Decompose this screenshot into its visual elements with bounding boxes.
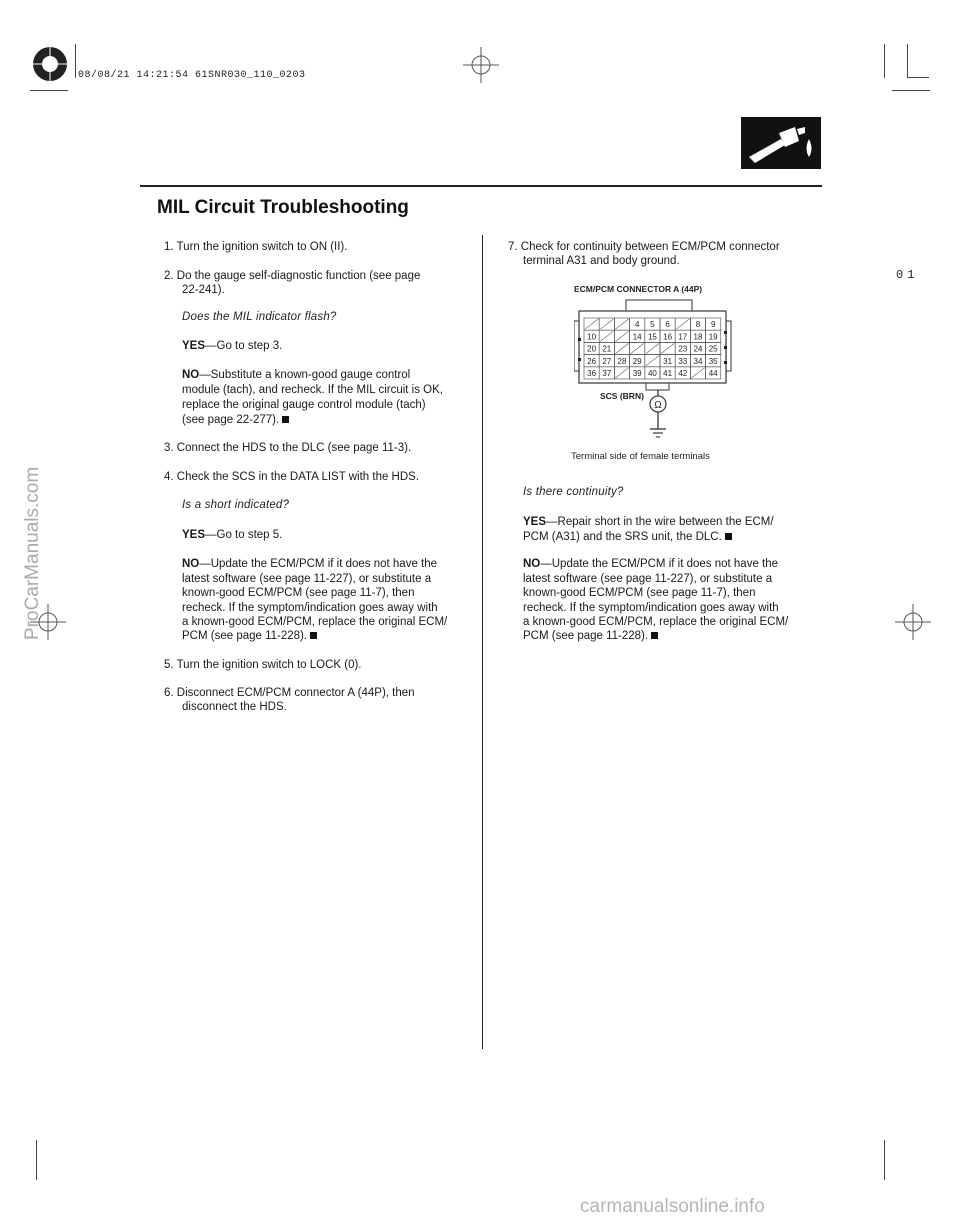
terminal-number: 33 (678, 356, 688, 366)
empty-terminal-mark (585, 319, 598, 329)
terminal-number: 14 (632, 332, 642, 342)
terminal-number: 24 (693, 344, 703, 354)
terminal-number: 18 (693, 332, 703, 342)
terminal-number: 4 (634, 320, 640, 330)
wire-label: SCS (BRN) (600, 391, 644, 401)
step-6-cont: disconnect the HDS. (182, 701, 287, 713)
question-3: Is there continuity? (523, 486, 624, 498)
empty-terminal-mark (631, 343, 644, 353)
end-square-icon (282, 416, 289, 423)
answer-1-no-line: (see page 22-277). (182, 413, 289, 428)
empty-terminal-mark (600, 331, 613, 341)
terminal-number: 10 (587, 332, 597, 342)
terminal-number: 42 (678, 369, 688, 378)
terminal-number: 21 (602, 344, 612, 354)
answer-1-yes: YES—Go to step 3. (182, 340, 283, 352)
step-5: 5. Turn the ignition switch to LOCK (0). (164, 659, 362, 671)
step-6: 6. Disconnect ECM/PCM connector A (44P), then (164, 687, 415, 699)
side-watermark: ProCarManuals.com (22, 466, 43, 640)
answer-3-no-line: latest software (see page 11-227), or substitute a (523, 573, 773, 585)
connector-side-tab (574, 321, 579, 371)
answer-2-no-line: recheck. If the symptom/indication goes away with (182, 602, 438, 614)
empty-terminal-mark (661, 343, 674, 353)
registration-target-icon (30, 44, 70, 84)
side-code: 01 (896, 268, 919, 282)
empty-terminal-mark (691, 368, 704, 378)
terminal-number: 34 (693, 356, 703, 366)
end-square-icon (725, 533, 732, 540)
crosshair-icon (463, 47, 499, 83)
crosshair-icon (895, 604, 931, 640)
ohm-symbol: Ω (654, 400, 662, 411)
terminal-number: 37 (602, 369, 612, 378)
empty-terminal-mark (600, 319, 613, 329)
terminal-number: 40 (647, 369, 657, 378)
step-4: 4. Check the SCS in the DATA LIST with the HDS. (164, 471, 420, 483)
bottom-watermark: carmanualsonline.info (580, 1196, 765, 1217)
end-square-icon (651, 632, 658, 639)
step-1: 1. Turn the ignition switch to ON (II). (164, 241, 348, 253)
answer-1-no-line: module (tach), and recheck. If the MIL circuit is OK, (182, 384, 443, 396)
answer-2-yes: YES—Go to step 5. (182, 529, 283, 541)
terminal-number: 6 (665, 320, 670, 330)
empty-terminal-mark (615, 343, 628, 353)
empty-terminal-mark (615, 331, 628, 341)
terminal-number: 31 (663, 356, 673, 366)
diagram-caption: Terminal side of female terminals (571, 451, 710, 462)
print-stamp: 08/08/21 14:21:54 61SNR030_110_0203 (78, 70, 306, 81)
empty-terminal-mark (646, 356, 659, 366)
terminal-number: 35 (708, 356, 718, 366)
answer-3-no-line: PCM (see page 11-228). (523, 629, 658, 644)
terminal-number: 23 (678, 344, 688, 354)
empty-terminal-mark (676, 319, 689, 329)
answer-1-no: NO—Substitute a known-good gauge control (182, 369, 411, 381)
step-2: 2. Do the gauge self-diagnostic function (see page (164, 270, 421, 282)
empty-terminal-mark (646, 343, 659, 353)
page-title: MIL Circuit Troubleshooting (157, 197, 409, 218)
terminal-number: 19 (708, 332, 718, 342)
empty-terminal-mark (615, 319, 628, 329)
answer-2-no-line: a known-good ECM/PCM, replace the original ECM/ (182, 616, 448, 628)
answer-2-no-line: known-good ECM/PCM (see page 11-7), then (182, 587, 415, 599)
terminal-number: 29 (632, 356, 642, 366)
fuel-nozzle-icon (741, 117, 821, 169)
terminal-number: 36 (587, 369, 597, 378)
question-1: Does the MIL indicator flash? (182, 311, 337, 323)
connector-lock-tab (626, 300, 692, 311)
terminal-grid (584, 318, 721, 379)
step-2-cont: 22-241). (182, 284, 225, 296)
terminal-number: 9 (710, 320, 716, 330)
answer-3-no-line: a known-good ECM/PCM, replace the original ECM/ (523, 616, 789, 628)
header-rule (140, 185, 822, 187)
answer-2-no-line: latest software (see page 11-227), or substitute a (182, 573, 432, 585)
step-3: 3. Connect the HDS to the DLC (see page 11-3). (164, 442, 412, 454)
end-square-icon (310, 632, 317, 639)
answer-3-no-line: known-good ECM/PCM (see page 11-7), then (523, 587, 756, 599)
terminal-number: 28 (617, 356, 627, 366)
terminal-number: 8 (695, 320, 701, 330)
terminal-number: 15 (647, 332, 657, 342)
answer-1-no-line: replace the original gauge control module (tach) (182, 399, 426, 411)
terminal-number: 17 (678, 332, 688, 342)
connector-label: ECM/PCM CONNECTOR A (44P) (574, 284, 703, 294)
terminal-number: 26 (587, 356, 597, 366)
step-7: 7. Check for continuity between ECM/PCM connector (508, 241, 780, 253)
terminal-number: 5 (650, 320, 655, 330)
answer-3-yes-line: PCM (A31) and the SRS unit, the DLC. (523, 530, 732, 545)
connector-diagram (574, 296, 734, 446)
answer-3-no-line: recheck. If the symptom/indication goes away with (523, 602, 779, 614)
terminal-number: 44 (708, 369, 718, 378)
terminal-number: 20 (587, 344, 597, 354)
answer-2-no: NO—Update the ECM/PCM if it does not have the (182, 558, 438, 570)
terminal-number: 39 (632, 369, 642, 378)
terminal-number: 16 (663, 332, 673, 342)
question-2: Is a short indicated? (182, 499, 290, 511)
answer-3-no: NO—Update the ECM/PCM if it does not have the (523, 558, 779, 570)
column-divider (482, 235, 483, 1049)
answer-2-no-line: PCM (see page 11-228). (182, 629, 317, 644)
terminal-number: 27 (602, 356, 612, 366)
answer-3-yes: YES—Repair short in the wire between the ECM/ (523, 516, 774, 528)
step-7-cont: terminal A31 and body ground. (523, 255, 680, 267)
terminal-number: 25 (708, 344, 718, 354)
empty-terminal-mark (615, 368, 628, 378)
terminal-number: 41 (663, 369, 673, 378)
